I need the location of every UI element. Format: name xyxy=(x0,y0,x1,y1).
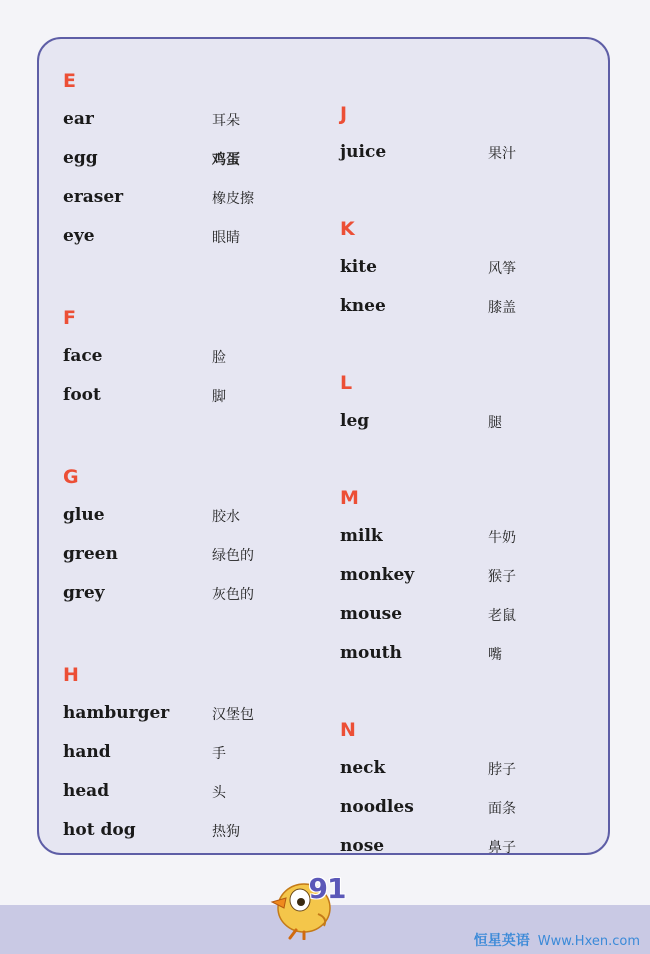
word-chinese: 汉堡包 xyxy=(212,707,254,723)
word-row xyxy=(63,507,303,546)
word-chinese: 灰色的 xyxy=(212,587,254,603)
word-chinese: 风筝 xyxy=(488,261,516,277)
word-english: milk xyxy=(340,526,383,546)
word-english: hamburger xyxy=(63,703,170,723)
section-e xyxy=(63,70,303,267)
word-row xyxy=(63,387,303,426)
word-english: mouth xyxy=(340,643,402,663)
word-row xyxy=(63,111,303,150)
word-row xyxy=(340,259,580,298)
word-english: mouse xyxy=(340,604,403,624)
word-row xyxy=(63,189,303,228)
word-row xyxy=(63,585,303,624)
page-number: 91 xyxy=(308,872,346,905)
watermark xyxy=(474,930,640,950)
watermark-url: Www.Hxen.com xyxy=(537,934,640,949)
word-row xyxy=(63,228,303,267)
section-letter: E xyxy=(63,70,76,92)
word-english: foot xyxy=(63,385,101,405)
word-row xyxy=(63,348,303,387)
word-english: eraser xyxy=(63,187,124,207)
section-f xyxy=(63,307,303,426)
section-letter: M xyxy=(340,487,359,509)
word-english: egg xyxy=(63,148,98,168)
section-j xyxy=(340,103,580,183)
word-row xyxy=(340,760,580,799)
word-chinese: 猴子 xyxy=(488,569,516,585)
word-english: hot dog xyxy=(63,820,136,840)
word-english: face xyxy=(63,346,103,366)
word-row xyxy=(63,150,303,189)
word-row xyxy=(340,645,580,684)
word-row xyxy=(340,838,580,877)
word-chinese: 眼睛 xyxy=(212,230,240,246)
word-chinese: 老鼠 xyxy=(488,608,516,624)
word-english: head xyxy=(63,781,110,801)
word-chinese: 耳朵 xyxy=(212,113,240,129)
word-chinese: 橡皮擦 xyxy=(212,191,254,207)
word-row xyxy=(340,144,580,183)
word-row xyxy=(340,567,580,606)
word-row xyxy=(340,298,580,337)
section-letter: H xyxy=(63,664,79,686)
word-english: juice xyxy=(340,142,387,162)
section-letter: K xyxy=(340,218,355,240)
section-letter: J xyxy=(340,103,348,125)
word-english: eye xyxy=(63,226,95,246)
word-english: kite xyxy=(340,257,377,277)
section-letter: L xyxy=(340,372,353,394)
word-chinese: 牛奶 xyxy=(488,530,516,546)
word-chinese: 脖子 xyxy=(488,762,516,778)
word-chinese: 手 xyxy=(212,746,226,762)
word-english: grey xyxy=(63,583,105,603)
word-english: green xyxy=(63,544,118,564)
word-row xyxy=(63,744,303,783)
word-english: monkey xyxy=(340,565,415,585)
word-english: glue xyxy=(63,505,105,525)
section-g xyxy=(63,466,303,624)
word-row xyxy=(63,783,303,822)
word-row xyxy=(63,705,303,744)
word-row xyxy=(340,799,580,838)
watermark-name: 恒星英语 xyxy=(473,933,530,949)
section-letter: G xyxy=(63,466,79,488)
section-h xyxy=(63,664,303,861)
word-chinese: 鼻子 xyxy=(488,840,516,856)
word-chinese: 绿色的 xyxy=(212,548,254,564)
word-chinese: 鸡蛋 xyxy=(212,152,240,168)
section-letter: N xyxy=(340,719,356,741)
word-row xyxy=(63,546,303,585)
word-english: ear xyxy=(63,109,94,129)
word-english: knee xyxy=(340,296,386,316)
word-row xyxy=(340,413,580,452)
section-k xyxy=(340,218,580,337)
word-chinese: 头 xyxy=(212,785,226,801)
word-chinese: 膝盖 xyxy=(488,300,516,316)
word-chinese: 果汁 xyxy=(488,146,516,162)
section-l xyxy=(340,372,580,452)
word-english: neck xyxy=(340,758,386,778)
word-english: leg xyxy=(340,411,370,431)
section-letter: F xyxy=(63,307,76,329)
word-row xyxy=(63,822,303,861)
word-english: hand xyxy=(63,742,111,762)
section-n xyxy=(340,719,580,877)
word-row xyxy=(340,528,580,567)
word-chinese: 热狗 xyxy=(212,824,240,840)
word-chinese: 嘴 xyxy=(488,647,502,663)
word-chinese: 脚 xyxy=(212,389,226,405)
word-chinese: 胶水 xyxy=(212,509,240,525)
section-m xyxy=(340,487,580,684)
word-chinese: 面条 xyxy=(488,801,516,817)
right-column xyxy=(340,103,580,877)
word-english: noodles xyxy=(340,797,414,817)
word-chinese: 脸 xyxy=(212,350,226,366)
word-english: nose xyxy=(340,836,385,856)
word-row xyxy=(340,606,580,645)
left-column xyxy=(63,70,303,861)
word-chinese: 腿 xyxy=(488,415,502,431)
